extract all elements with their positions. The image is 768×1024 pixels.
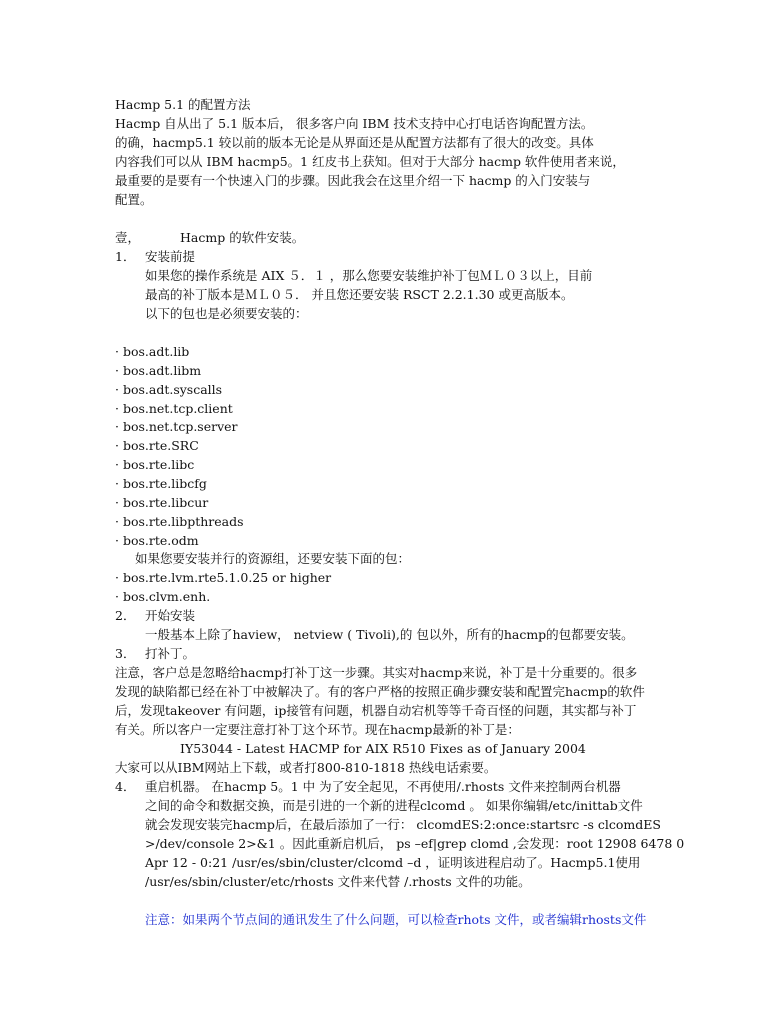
step-title: 打补丁。 [145, 646, 196, 661]
package-item: · bos.adt.syscalls [115, 382, 223, 397]
package-item: · bos.adt.libm [115, 363, 202, 378]
section-title: Hacmp 的软件安装。 [180, 230, 305, 245]
package-item: · bos.rte.SRC [115, 438, 199, 453]
step-text: 大家可以从IBM网站上下载，或者打800-810-1818 热线电话索要。 [115, 760, 497, 775]
concurrent-note: 如果您要安装并行的资源组，还要安装下面的包： [135, 551, 411, 566]
intro-line: 内容我们可以从 IBM hacmp5。1 红皮书上获知。但对于大部分 hacmp 软件使用者来说， [115, 154, 625, 169]
step-title: 开始安装 [145, 608, 196, 623]
section-marker: 壹， [115, 230, 141, 245]
intro-line: Hacmp 自从出了 5.1 版本后， 很多客户向 IBM 技术支持中心打电话咨询配置方法。 [115, 116, 594, 131]
package-item: · bos.rte.libcfg [115, 476, 207, 491]
intro-line: 最重要的是要有一个快速入门的步骤。因此我会在这里介绍一下 hacmp 的入门安装与 [115, 173, 591, 188]
step-number: 2． [115, 608, 136, 623]
doc-title: Hacmp 5.1 的配置方法 [115, 97, 251, 112]
step-text: 以下的包也是必须要安装的： [145, 306, 308, 321]
step-number: 1． [115, 249, 136, 264]
step-text: 有关。所以客户一定要注意打补丁这个环节。现在hacmp最新的补丁是： [115, 722, 520, 737]
package-item: · bos.rte.odm [115, 533, 199, 548]
package-item: · bos.adt.lib [115, 344, 190, 359]
package-item: · bos.rte.lvm.rte5.1.0.25 or higher [115, 570, 332, 585]
intro-line: 的确，hacmp5.1 较以前的版本无论是从界面还是从配置方法都有了很大的改变。具体 [115, 135, 594, 150]
step-text: 就会发现安装完hacmp后，在最后添加了一行： clcomdES:2:once:startsrc -s clcomdES [145, 817, 661, 832]
step-text: /usr/es/sbin/cluster/etc/rhosts 文件来代替 /.rhosts 文件的功能。 [145, 874, 531, 889]
step-text: 之间的命令和数据交换，而是引进的一个新的进程clcomd 。 如果你编辑/etc/inittab文件 [145, 798, 643, 813]
note-text: 注意：如果两个节点间的通讯发生了什么问题，可以检查rhots 文件，或者编辑rhosts文件 [145, 912, 647, 927]
step-text: 如果您的操作系统是 AIX ５．１ ，那么您要安装维护补丁包ＭＬ０３以上，目前 [145, 268, 593, 283]
step-text: 一般基本上除了haview， netview ( Tivoli),的 包以外，所有的hacmp的包都要安装。 [145, 627, 634, 642]
package-item: · bos.net.tcp.client [115, 401, 233, 416]
package-item: · bos.clvm.enh. [115, 589, 211, 604]
package-item: · bos.rte.libc [115, 457, 195, 472]
step-text: 发现的缺陷都已经在补丁中被解决了。有的客户严格的按照正确步骤安装和配置完hacmp的软件 [115, 684, 645, 699]
intro-line: 配置。 [115, 192, 153, 207]
patch-id: IY53044 - Latest HACMP for AIX R510 Fixes as of January 2004 [180, 741, 586, 756]
step-number: 3． [115, 646, 136, 661]
step-text: Apr 12 - 0:21 /usr/es/sbin/cluster/clcomd –d ，证明该进程启动了。Hacmp5.1使用 [145, 855, 641, 870]
section-heading [115, 229, 304, 246]
package-item: · bos.net.tcp.server [115, 419, 238, 434]
step-number: 4． [115, 779, 136, 794]
step-text: 注意，客户总是忽略给hacmp打补丁这一步骤。其实对hacmp来说，补丁是十分重要的。很多 [115, 665, 638, 680]
step-text: >/dev/console 2>&1 。因此重新启机后， ps –ef|grep clomd ,会发现：root 12908 6478 0 [145, 836, 685, 851]
package-item: · bos.rte.libcur [115, 495, 209, 510]
step-title: 安装前提 [145, 249, 196, 264]
step-text: 后，发现takeover 有问题，ip接管有问题，机器自动宕机等等千奇百怪的问题，其实都与补丁 [115, 703, 637, 718]
step-text: 最高的补丁版本是ＭＬ０５． 并且您还要安装 RSCT 2.2.1.30 或更高版本。 [145, 287, 574, 302]
package-item: · bos.rte.libpthreads [115, 514, 244, 529]
step-text: 重启机器。 在hacmp 5。1 中 为了安全起见，不再使用/.rhosts 文件来控制两台机器 [145, 779, 621, 794]
